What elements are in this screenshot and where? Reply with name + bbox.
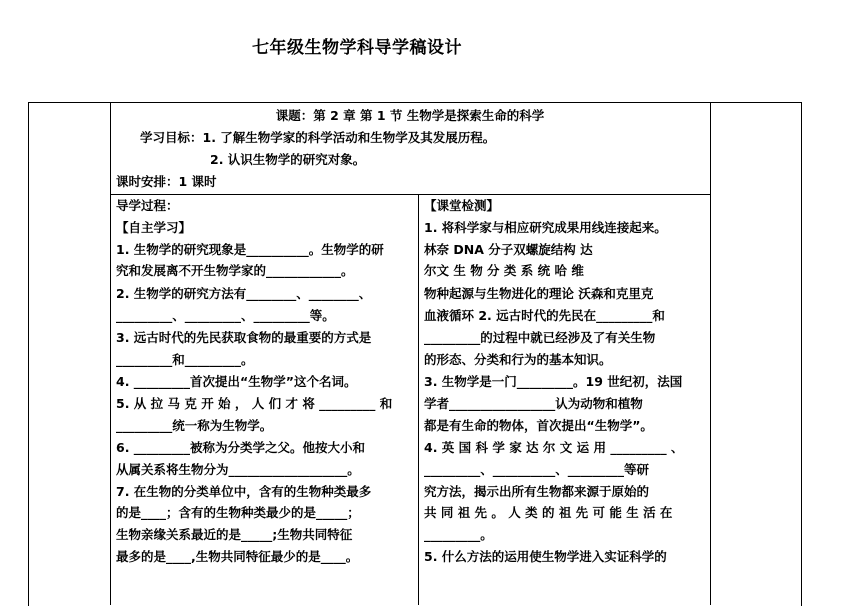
self-study-section: 【自主学习】 xyxy=(116,220,192,235)
right-line: 1. 将科学家与相应研究成果用线连接起来。 xyxy=(424,220,667,235)
left-margin-divider xyxy=(110,102,111,605)
left-line: 1. 生物学的研究现象是__________。生物学的研 xyxy=(116,242,384,257)
page-title: 七年级生物学科导学稿设计 xyxy=(252,38,462,58)
lesson-title: 课题：第 2 章 第 1 节 生物学是探索生命的科学 xyxy=(275,108,545,123)
right-line: 学者_________________认为动物和植物 xyxy=(424,396,643,411)
classroom-test-section: 【课堂检测】 xyxy=(424,198,500,213)
right-line: 4. 英 国 科 学 家 达 尔 文 运 用 _________ 、 xyxy=(424,440,684,455)
right-line: _________。 xyxy=(424,527,493,542)
left-line: 从属关系将生物分为___________________。 xyxy=(116,462,360,477)
center-divider xyxy=(418,194,419,605)
right-line: 共 同 祖 先 。 人 类 的 祖 先 可 能 生 活 在 xyxy=(424,505,673,520)
learning-goal-1: 学习目标：1. 了解生物学家的科学活动和生物学及其发展历程。 xyxy=(140,130,496,145)
right-line: 物种起源与生物进化的理论 沃森和克里克 xyxy=(424,286,654,301)
left-line: _________统一称为生物学。 xyxy=(116,418,273,433)
right-line: 究方法，揭示出所有生物都来源于原始的 xyxy=(424,484,650,499)
right-line: 都是有生命的物体，首次提出“生物学”。 xyxy=(424,418,653,433)
left-line: 3. 远古时代的先民获取食物的最重要的方式是 xyxy=(116,330,372,345)
left-line: 究和发展离不开生物学家的____________。 xyxy=(116,263,354,278)
right-line: _________的过程中就已经涉及了有关生物 xyxy=(424,330,656,345)
header-divider xyxy=(110,194,710,195)
lesson-schedule: 课时安排：1 课时 xyxy=(116,174,217,189)
right-line: 3. 生物学是一门_________。19 世纪初，法国 xyxy=(424,374,683,389)
left-line: _________、_________、_________等。 xyxy=(116,308,335,323)
learning-goal-2: 2. 认识生物学的研究对象。 xyxy=(210,152,366,167)
left-line: 最多的是____,生物共同特征最少的是____。 xyxy=(116,549,359,564)
right-line: _________、__________、_________等研 xyxy=(424,462,650,477)
right-line: 尔文 生 物 分 类 系 统 哈 维 xyxy=(424,263,584,278)
left-line: _________和_________。 xyxy=(116,352,254,367)
left-line: 6. _________被称为分类学之父。他按大小和 xyxy=(116,440,366,455)
left-line: 2. 生物学的研究方法有________、________、 xyxy=(116,286,372,301)
left-line: 生物亲缘关系最近的是_____;生物共同特征 xyxy=(116,527,353,542)
left-line: 5. 从 拉 马 克 开 始 ， 人 们 才 将 _________ 和 xyxy=(116,396,393,411)
right-line: 林奈 DNA 分子双螺旋结构 达 xyxy=(424,242,593,257)
right-margin-divider xyxy=(710,102,711,605)
left-line: 4. _________首次提出“生物学”这个名词。 xyxy=(116,374,357,389)
left-line: 7. 在生物的分类单位中，含有的生物种类最多 xyxy=(116,484,372,499)
left-line: 的是____；含有的生物种类最少的是_____； xyxy=(116,505,360,520)
right-line: 血液循环 2. 远古时代的先民在_________和 xyxy=(424,308,665,323)
right-line: 的形态、分类和行为的基本知识。 xyxy=(424,352,612,367)
guide-heading: 导学过程： xyxy=(116,198,179,213)
right-line: 5. 什么方法的运用使生物学进入实证科学的 xyxy=(424,549,667,564)
